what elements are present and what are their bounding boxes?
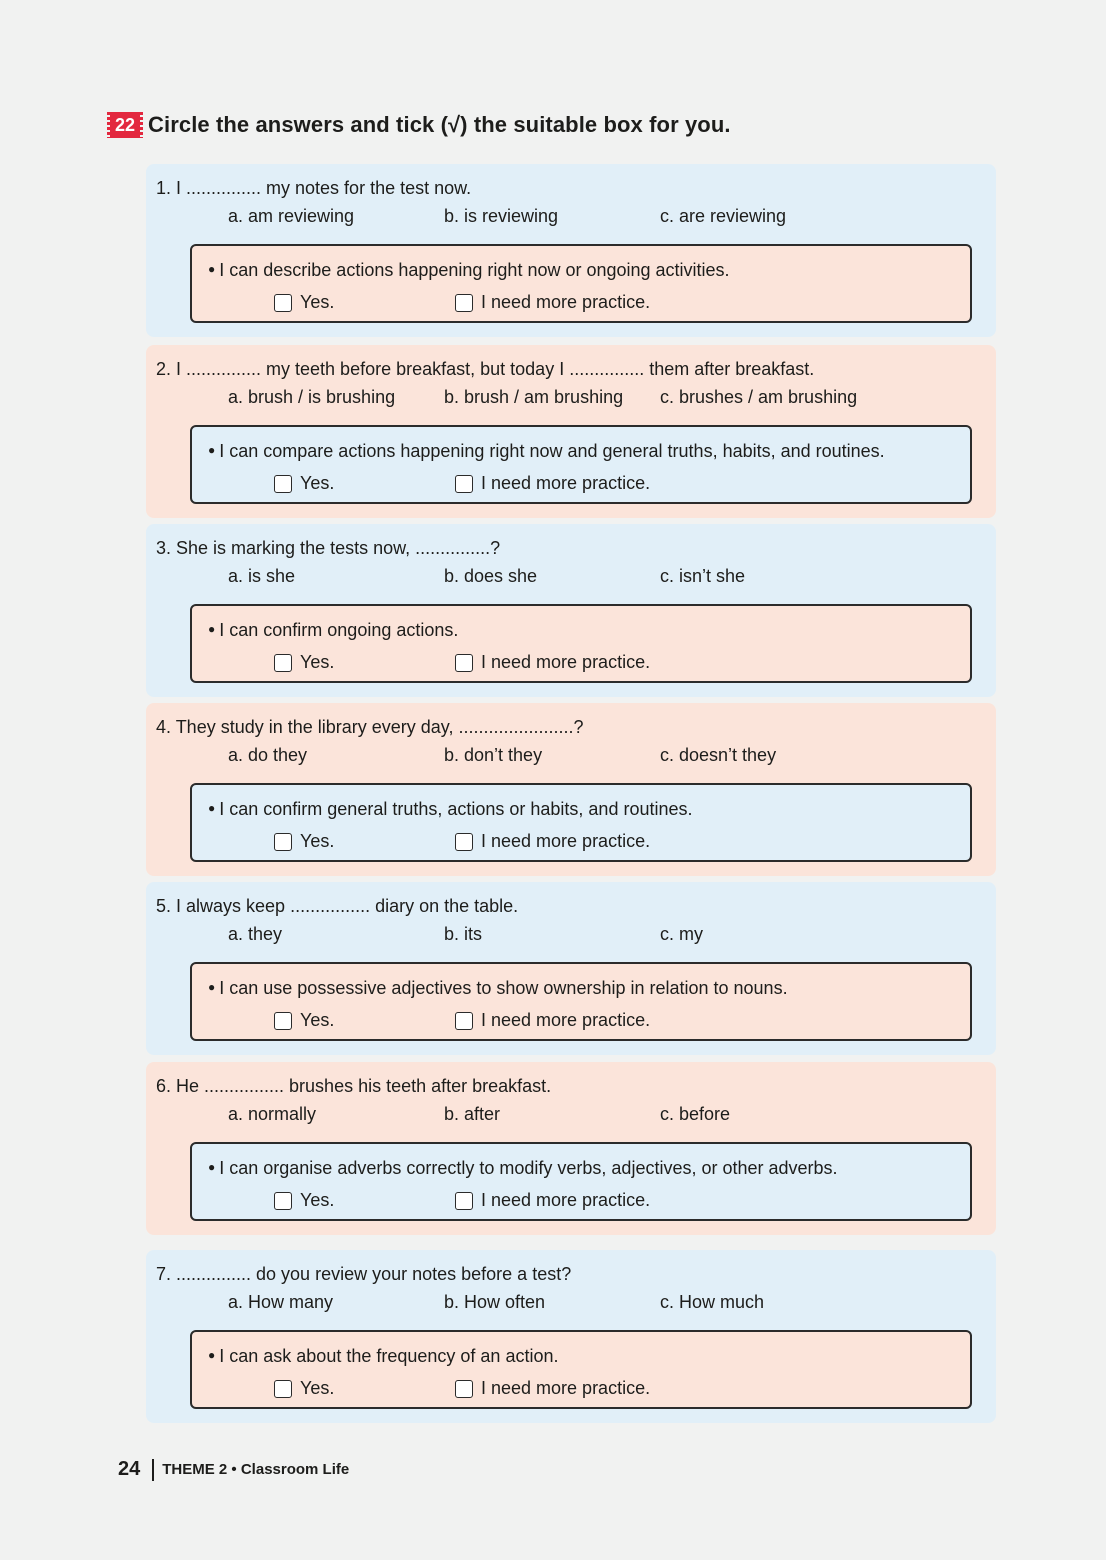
yes-option[interactable] [274, 1190, 334, 1211]
more-practice-checkbox[interactable] [455, 1012, 473, 1030]
exercise-number-badge: 22 [110, 112, 140, 138]
more-practice-option[interactable] [455, 1010, 650, 1031]
yes-label: Yes. [300, 831, 335, 851]
bullet-icon: ● [208, 262, 216, 276]
option-b[interactable]: b. does she [444, 566, 538, 586]
option-c[interactable]: c. isn’t she [660, 566, 746, 586]
question-text: 4. They study in the library every day, .......................? [156, 717, 584, 737]
self-check-box [190, 962, 972, 1041]
question-text: 7. ............... do you review your notes before a test? [156, 1264, 572, 1284]
yes-checkbox[interactable] [274, 833, 292, 851]
more-practice-checkbox[interactable] [455, 294, 473, 312]
self-check-box [190, 1330, 972, 1409]
yes-label: Yes. [300, 652, 335, 672]
more-practice-label: I need more practice. [481, 1190, 651, 1210]
yes-option[interactable] [274, 652, 334, 673]
bullet-icon: ● [208, 801, 216, 815]
question-text: 1. I ............... my notes for the test now. [156, 178, 472, 198]
option-c[interactable]: c. How much [660, 1292, 765, 1312]
more-practice-checkbox[interactable] [455, 1192, 473, 1210]
question-text: 5. I always keep ................ diary on the table. [156, 896, 519, 916]
option-a[interactable]: a. they [228, 924, 283, 944]
option-c[interactable]: c. are reviewing [660, 206, 787, 226]
question-block-6 [146, 1062, 996, 1235]
yes-option[interactable] [274, 1378, 334, 1399]
question-block-2 [146, 345, 996, 518]
more-practice-option[interactable] [455, 652, 650, 673]
yes-checkbox[interactable] [274, 1012, 292, 1030]
self-check-box [190, 783, 972, 862]
more-practice-checkbox[interactable] [455, 654, 473, 672]
option-c[interactable]: c. brushes / am brushing [660, 387, 858, 407]
question-text: 6. He ................ brushes his teeth after breakfast. [156, 1076, 552, 1096]
more-practice-option[interactable] [455, 473, 650, 494]
yes-label: Yes. [300, 1378, 335, 1398]
option-c[interactable]: c. doesn’t they [660, 745, 777, 765]
yes-option[interactable] [274, 1010, 334, 1031]
yes-checkbox[interactable] [274, 654, 292, 672]
question-block-3 [146, 524, 996, 697]
question-block-4 [146, 703, 996, 876]
can-do-text: I can ask about the frequency of an action. [219, 1346, 559, 1366]
can-do-text: I can confirm general truths, actions or habits, and routines. [219, 799, 693, 819]
can-do-statement [208, 260, 730, 281]
question-block-5 [146, 882, 996, 1055]
option-a[interactable]: a. How many [228, 1292, 334, 1312]
option-b[interactable]: b. after [444, 1104, 501, 1124]
more-practice-label: I need more practice. [481, 473, 651, 493]
yes-label: Yes. [300, 473, 335, 493]
yes-checkbox[interactable] [274, 1380, 292, 1398]
yes-option[interactable] [274, 292, 334, 313]
yes-checkbox[interactable] [274, 1192, 292, 1210]
can-do-statement [208, 620, 458, 641]
self-check-box [190, 604, 972, 683]
self-check-box [190, 1142, 972, 1221]
more-practice-checkbox[interactable] [455, 1380, 473, 1398]
option-b[interactable]: b. its [444, 924, 483, 944]
more-practice-option[interactable] [455, 292, 650, 313]
more-practice-option[interactable] [455, 1378, 650, 1399]
exercise-heading [110, 112, 731, 138]
more-practice-checkbox[interactable] [455, 833, 473, 851]
option-b[interactable]: b. don’t they [444, 745, 543, 765]
question-block-1 [146, 164, 996, 337]
can-do-text: I can organise adverbs correctly to modify verbs, adjectives, or other adverbs. [219, 1158, 838, 1178]
more-practice-label: I need more practice. [481, 831, 651, 851]
yes-label: Yes. [300, 1010, 335, 1030]
more-practice-label: I need more practice. [481, 1378, 651, 1398]
yes-checkbox[interactable] [274, 294, 292, 312]
option-c[interactable]: c. before [660, 1104, 731, 1124]
self-check-box [190, 244, 972, 323]
question-block-7 [146, 1250, 996, 1423]
can-do-statement [208, 1346, 558, 1367]
yes-checkbox[interactable] [274, 475, 292, 493]
page-footer [118, 1458, 349, 1481]
bullet-icon: ● [208, 1348, 216, 1362]
option-b[interactable]: b. is reviewing [444, 206, 559, 226]
can-do-statement [208, 1158, 838, 1179]
option-a[interactable]: a. am reviewing [228, 206, 355, 226]
can-do-statement [208, 799, 693, 820]
more-practice-label: I need more practice. [481, 652, 651, 672]
can-do-text: I can compare actions happening right now and general truths, habits, and routines. [219, 441, 885, 461]
question-text: 3. She is marking the tests now, ...............? [156, 538, 501, 558]
option-a[interactable]: a. do they [228, 745, 308, 765]
question-text: 2. I ............... my teeth before breakfast, but today I ............... them after breakfast. [156, 359, 815, 379]
option-a[interactable]: a. brush / is brushing [228, 387, 396, 407]
yes-label: Yes. [300, 292, 335, 312]
more-practice-label: I need more practice. [481, 1010, 651, 1030]
bullet-icon: ● [208, 622, 216, 636]
yes-option[interactable] [274, 473, 334, 494]
option-b[interactable]: b. brush / am brushing [444, 387, 624, 407]
theme-label: THEME 2 • Classroom Life [162, 1461, 350, 1478]
option-a[interactable]: a. is she [228, 566, 296, 586]
option-b[interactable]: b. How often [444, 1292, 546, 1312]
bullet-icon: ● [208, 980, 216, 994]
yes-option[interactable] [274, 831, 334, 852]
more-practice-checkbox[interactable] [455, 475, 473, 493]
self-check-box [190, 425, 972, 504]
more-practice-option[interactable] [455, 1190, 650, 1211]
exercise-instruction: Circle the answers and tick (√) the suitable box for you. [148, 112, 731, 137]
can-do-statement [208, 978, 788, 999]
option-a[interactable]: a. normally [228, 1104, 317, 1124]
bullet-icon: ● [208, 1160, 216, 1174]
yes-label: Yes. [300, 1190, 335, 1210]
option-c[interactable]: c. my [660, 924, 703, 944]
page-number: 24 [118, 1458, 141, 1480]
more-practice-label: I need more practice. [481, 292, 651, 312]
bullet-icon: ● [208, 443, 216, 457]
can-do-text: I can describe actions happening right now or ongoing activities. [219, 260, 730, 280]
more-practice-option[interactable] [455, 831, 650, 852]
can-do-text: I can use possessive adjectives to show ownership in relation to nouns. [219, 978, 788, 998]
footer-divider [152, 1459, 154, 1481]
can-do-text: I can confirm ongoing actions. [219, 620, 459, 640]
can-do-statement [208, 441, 885, 462]
